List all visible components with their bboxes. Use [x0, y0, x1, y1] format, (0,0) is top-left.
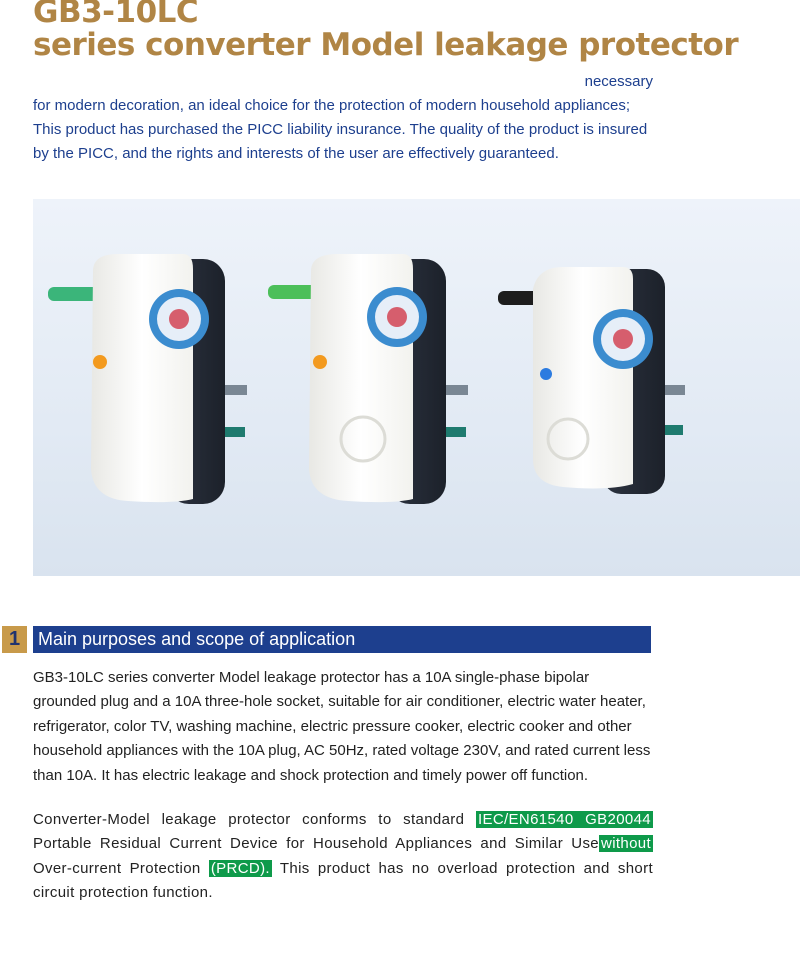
section-title: Main purposes and scope of application [33, 626, 651, 653]
product-title: series converter Model leakage protector [33, 27, 739, 63]
intro-rest: for modern decoration, an ideal choice for the protection of modern household appliances; This product has purchased the PICC liability insurance. The quality of the product is insured by the PICC, and the rights and interests of the user are effectively guaranteed. [33, 97, 648, 162]
product-photo [33, 199, 800, 576]
prcd-highlight: (PRCD). [210, 859, 270, 877]
device-3 [498, 267, 685, 494]
product-title-code: GB3-10LC [33, 0, 199, 30]
standard-text-3: Over-current Protection [33, 859, 209, 877]
purpose-paragraph: GB3-10LC series converter Model leakage protector has a 10A single-phase bipolar grounded plug and a 10A three-hole socket, suitable for air conditioner, electric water heater, refrigerator, color TV, washing machine, electric pressure cooker, electric cooker and other household appliances with the 10A plug, AC 50Hz, rated voltage 230V, and rated current less than 10A. It has electric leakage and shock protection and timely power off function. [33, 669, 651, 784]
intro-paragraph [33, 70, 653, 166]
standard-text-2: Portable Residual Current Device for Household Appliances and Similar Use [33, 835, 600, 853]
without-highlight: without [601, 835, 651, 853]
section-number: 1 [2, 626, 27, 653]
standard-text-1: Converter-Model leakage protector conforms to standard [33, 811, 476, 828]
standard-highlight: IEC/EN61540 GB20044 [477, 811, 651, 828]
standard-paragraph [33, 808, 653, 906]
device-1 [48, 254, 247, 504]
standard-text-4: This product has no overload protection and short circuit protection function. [33, 859, 653, 902]
device-2 [268, 254, 468, 504]
section-header [0, 626, 651, 653]
intro-first-line: necessary [584, 73, 653, 90]
